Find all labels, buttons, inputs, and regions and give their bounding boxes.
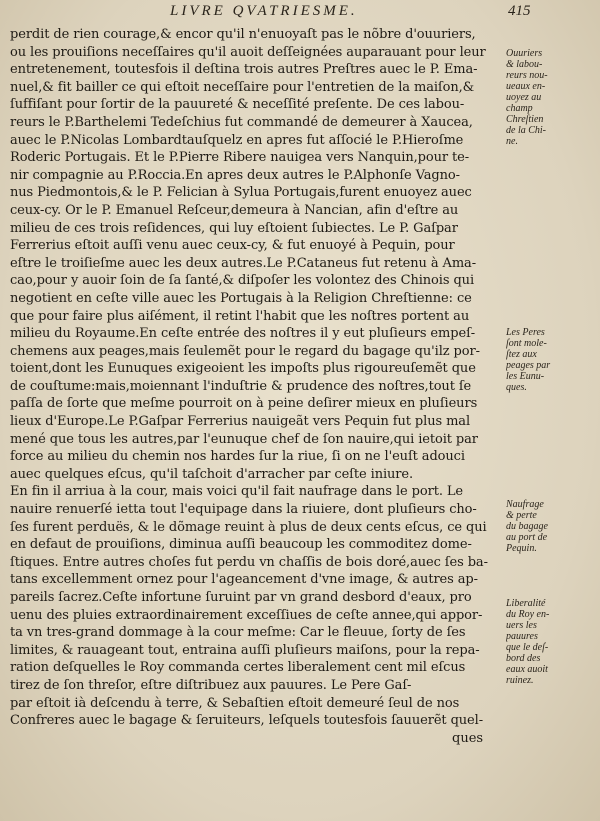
- margin-note-line: Naufrage: [506, 499, 544, 510]
- text-line: ration deſquelles le Roy commanda certes liberalement cent mil eſcus: [10, 660, 466, 676]
- margin-note-line: Chreſtien: [506, 114, 544, 125]
- text-line: en defaut de prouiſions, diminua auſſi beaucoup les commoditez dome-: [10, 537, 472, 553]
- text-line: ta vn tres-grand dommage à la cour meſme: Car le fleuue, ſorty de ſes: [10, 625, 466, 641]
- margin-note-line: ne.: [506, 136, 518, 147]
- page-header: [0, 3, 600, 25]
- margin-note: [506, 499, 598, 554]
- text-line: negotient en ceſte ville auec les Portugais à la Religion Chreſtienne: ce: [10, 290, 472, 306]
- page-number: 415: [508, 3, 531, 19]
- text-line: force au milieu du chemin nos hardes ſur la riue, ſi on ne l'euſt adouci: [10, 449, 465, 465]
- text-line: tirez de ſon threſor, eſtre diſtribuez aux pauures. Le Pere Gaſ-: [10, 677, 412, 693]
- text-line: paſſa de ſorte que meſme pourroit on à peine deſirer mieux en pluſieurs: [10, 396, 478, 412]
- margin-note-line: & labou-: [506, 59, 543, 70]
- running-head: LIVRE QVATRIESME.: [170, 3, 358, 19]
- text-line: cao,pour y auoir ſoin de ſa ſanté,& diſpoſer les volontez des Chinois qui: [10, 273, 475, 289]
- margin-note-line: champ: [506, 103, 533, 114]
- margin-note-line: reurs nou-: [506, 70, 548, 81]
- margin-note-line: uers les: [506, 620, 537, 631]
- margin-note-line: de la Chi-: [506, 125, 546, 136]
- text-line: auec le P.Nicolas Lombardtauſquelz en apres fut aſſocié le P.Hieroſme: [10, 132, 464, 148]
- margin-note-line: eaux auoit: [506, 664, 548, 675]
- text-line: nus Piedmontois,& le P. Felician à Sylua Portugais,furent enuoyez auec: [10, 185, 472, 201]
- text-line: toient,dont les Eunuques exigeoient les impoſts plus rigoureuſemẽt que: [10, 361, 476, 377]
- margin-note-line: du bagage: [506, 521, 548, 532]
- margin-note-line: au port de: [506, 532, 548, 543]
- text-line: ceux-cy. Or le P. Emanuel Reſceur,demeura à Nancian, afin d'eſtre au: [10, 202, 459, 218]
- text-line: de couſtume:mais,moiennant l'induſtrie & prudence des noſtres,tout ſe: [10, 378, 472, 394]
- text-line: milieu du Royaume.En ceſte entrée des noſtres il y eut pluſieurs empeſ-: [10, 326, 476, 342]
- margin-note-line: ruinez.: [506, 675, 534, 686]
- text-line: eſtre le troiſieſme auec les deux autres.Le P.Cataneus fut retenu à Ama-: [10, 255, 476, 271]
- margin-note: [506, 48, 598, 147]
- text-line: reurs le P.Barthelemi Tedeſchius fut commandé de demeurer à Xaucea,: [10, 114, 473, 130]
- margin-note-line: bord des: [506, 653, 541, 664]
- text-line: nuel,& fit bailler ce qui eſtoit neceſſaire pour l'entretien de la maiſon,&: [10, 79, 475, 95]
- margin-note-line: que le deſ-: [506, 642, 549, 653]
- text-line: ſuffiſant pour ſortir de la pauureté & neceſſité preſente. De ces labou-: [10, 97, 465, 113]
- text-line: ou les prouiſions neceſſaires qu'il auoit deſſeignées auparauant pour leur: [10, 44, 486, 60]
- text-line: que pour faire plus aiſément, il retint l'habit que les noſtres portent au: [10, 308, 470, 324]
- margin-note-line: les Eunu-: [506, 371, 545, 382]
- text-line: lieux d'Europe.Le P.Gaſpar Ferrerius nauigeãt vers Pequin fut plus mal: [10, 414, 471, 430]
- text-line: nauire renuerſé ietta tout l'equipage dans la riuiere, dont pluſieurs cho-: [10, 502, 477, 518]
- text-line: chemens aux peages,mais ſeulemẽt pour le regard du bagage qu'ilz por-: [10, 343, 480, 359]
- text-line: tans excellemment ornez pour l'ageancement d'vne image, & autres ap-: [10, 572, 478, 588]
- text-line: Ferrerius eſtoit auſſi venu auec ceux-cy, & fut enuoyé à Pequin, pour: [10, 238, 455, 254]
- text-line: En fin il arriua à la cour, mais voici qu'il fait naufrage dans le port. Le: [10, 484, 464, 500]
- text-line: entretenement, toutesfois il deſtina trois autres Preſtres auec le P. Ema-: [10, 62, 478, 78]
- text-line: ſes furent perduës, & le dõmage reuint à plus de deux cents eſcus, ce qui: [10, 519, 487, 535]
- text-line: ſtiques. Entre autres choſes fut perdu vn chaſſis de bois doré,auec ſes ba-: [10, 554, 488, 570]
- margin-note-line: ſtez aux: [506, 349, 537, 360]
- text-line: auec quelques eſcus, qu'il taſchoit d'arracher par ceſte iniure.: [10, 466, 414, 482]
- margin-note-line: Pequin.: [506, 543, 537, 554]
- margin-note-line: ſont mole-: [506, 338, 547, 349]
- text-line: mené que tous les autres,par l'eunuque chef de ſon nauire,qui ietoit par: [10, 431, 478, 447]
- margin-note-line: ueaux en-: [506, 81, 546, 92]
- text-line: uenu des pluies extraordinairement exceſſiues de ceſte annee,qui appor-: [10, 607, 483, 623]
- text-line: perdit de rien courage,& encor qu'il n'enuoyaſt pas le nõbre d'ouuriers,: [10, 27, 476, 42]
- margin-note-line: ques.: [506, 382, 527, 393]
- text-line: limites, & rauageant tout, entraina auſſi pluſieurs maiſons, pour la repa-: [10, 642, 480, 658]
- margin-note-line: du Roy en-: [506, 609, 550, 620]
- text-line: Roderic Portugais. Et le P.Pierre Ribere nauigea vers Nanquin,pour te-: [10, 150, 470, 166]
- margin-note-line: Liberalité: [506, 598, 546, 609]
- margin-note-line: uoyez au: [506, 92, 542, 103]
- text-line: nir compagnie au P.Roccia.En apres deux autres le P.Alphonſe Vagno-: [10, 167, 460, 183]
- margin-note: [506, 327, 598, 393]
- margin-note-line: & perte: [506, 510, 537, 521]
- text-line: milieu de ces trois reſidences, qui luy eſtoient ſubiectes. Le P. Gaſpar: [10, 220, 458, 236]
- margin-note-line: peages par: [506, 360, 551, 371]
- text-line: Confreres auec le bagage & ſeruiteurs, leſquels toutesfois ſauuerẽt quel-: [10, 713, 484, 729]
- margin-note-line: Ouuriers: [506, 48, 543, 59]
- body-text: [10, 26, 502, 730]
- margin-note-line: Les Peres: [506, 327, 545, 338]
- margin-note-line: pauures: [506, 631, 538, 642]
- text-line: pareils ſacrez.Ceſte infortune ſuruint par vn grand desbord d'eaux, pro: [10, 590, 472, 605]
- catchword: ques: [452, 731, 484, 746]
- text-line: par eſtoit ià deſcendu à terre, & Sebaſtien eſtoit demeuré ſeul de nos: [10, 695, 460, 711]
- margin-note: [506, 598, 598, 686]
